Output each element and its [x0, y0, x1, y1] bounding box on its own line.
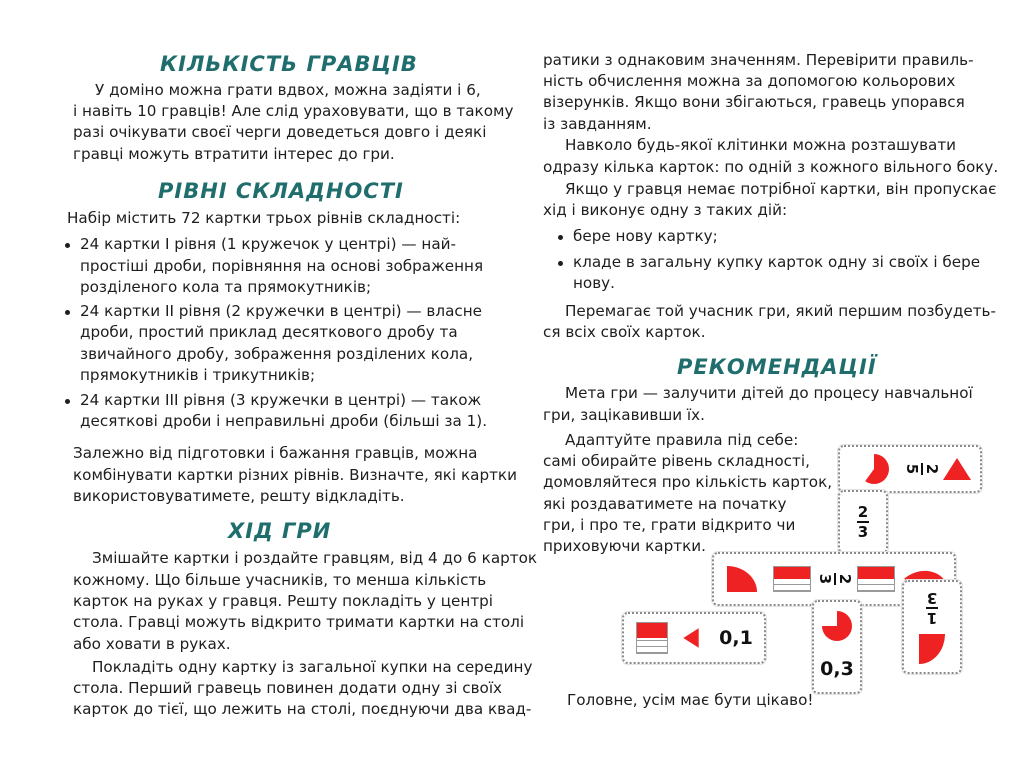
domino-card: [838, 445, 982, 493]
domino-card: [838, 490, 888, 554]
wedge-icon: [910, 630, 954, 668]
text-line: простіші дроби, порівняння на основі зображення: [80, 257, 484, 275]
domino-card: [902, 580, 962, 674]
text-line: Адаптуйте правила під себе:: [565, 431, 799, 449]
text-line: гравці можуть втратити інтерес до гри.: [73, 145, 395, 163]
fraction-label: 2 3: [816, 573, 854, 585]
domino-card: [622, 612, 766, 664]
text-line: Перемагає той учасник гри, який першим позбудеть-: [565, 302, 996, 320]
heading-gameplay: ХІД ГРИ: [228, 519, 332, 543]
wedge-icon: [722, 560, 762, 598]
set-contents-text: Набір містить 72 картки трьох рівнів складності:: [67, 209, 461, 227]
text-line: Покладіть одну картку із загальної купки на середину: [92, 658, 533, 676]
text-line: кожному. Що більше учасників, то менша кількість: [73, 571, 487, 589]
fraction-label: $\frac{2}{3}$: [857, 503, 869, 541]
text-line: ність обчислення можна за допомогою кольорових: [543, 72, 956, 90]
text-line: прямокутників і трикутників;: [80, 366, 316, 384]
text-line: Мета гри — залучити дітей до процесу навчальної: [565, 384, 973, 402]
pie-icon: [850, 451, 898, 487]
rectangle-grid-icon: [854, 560, 898, 598]
text-line: 24 картки I рівня (1 кружечок у центрі) — най-: [80, 234, 456, 256]
text-line: хід і виконує одну з таких дій:: [543, 201, 788, 219]
text-line: Навколо будь-якої клітинки можна розташувати: [565, 136, 957, 154]
domino-card: [812, 600, 862, 694]
triangle-icon: [674, 618, 708, 658]
text-line: стола. Гравці можуть відкрито тримати картки на столі: [73, 613, 525, 631]
triangle-icon: [940, 453, 974, 485]
text-line: 24 картки III рівня (3 кружечки в центрі) — також: [80, 390, 481, 412]
rectangle-grid-icon: [770, 560, 814, 598]
rectangle-grid-icon: [630, 618, 674, 658]
number-label: 0,3: [820, 658, 854, 680]
text-line: бере нову картку;: [573, 226, 718, 248]
closing-text: Головне, усім має бути цікаво!: [567, 691, 814, 709]
text-line: ратики з однаковим значенням. Перевірити правиль-: [543, 51, 974, 69]
text-line: із завданням.: [543, 115, 652, 133]
text-line: звичайного дробу, зображення розділених кола,: [80, 345, 474, 363]
text-line: карток до тієї, що лежить на столі, поєднуючи два квад-: [73, 700, 532, 718]
pie-icon: [818, 606, 856, 646]
text-line: 24 картки II рівня (2 кружечки в центрі) — власне: [80, 301, 482, 323]
text-line: кладе в загальну купку карток одну зі своїх і бере: [573, 252, 980, 274]
fraction-label: 2 5: [903, 463, 941, 475]
text-line: використовуватимете, решту відкладіть.: [73, 487, 405, 505]
text-line: стола. Перший гравець повинен додати одну зі своїх: [73, 679, 503, 697]
text-line: карток на руках у гравця. Решту покладіть у центрі: [73, 592, 494, 610]
text-line: домовляйтеся про кількість карток,: [543, 473, 833, 491]
text-line: десяткові дроби і неправильні дроби (більші за 1).: [80, 412, 488, 430]
text-line: які роздаватимете на початку: [543, 495, 787, 513]
number-label: 0,1: [719, 627, 753, 649]
heading-difficulty: РІВНІ СКЛАДНОСТІ: [158, 179, 404, 203]
text-line: Якщо у гравця немає потрібної картки, він пропускає: [565, 180, 997, 198]
text-line: одразу кілька карток: по одній з кожного вільного боку.: [543, 158, 999, 176]
heading-recommendations: РЕКОМЕНДАЦІЇ: [677, 355, 877, 379]
text-line: гри, і про те, грати відкрито чи: [543, 516, 796, 534]
text-line: розділеного кола та прямокутників;: [80, 278, 372, 296]
text-line: ся всіх своїх карток.: [543, 323, 706, 341]
text-line: самі обирайте рівень складності,: [543, 452, 810, 470]
text-line: комбінувати картки різних рівнів. Визначте, які картки: [73, 466, 517, 484]
fraction-label: 1 3: [926, 589, 938, 627]
text-line: і навіть 10 гравців! Але слід ураховувати, що в такому: [73, 102, 514, 120]
text-line: разі очікувати своєї черги доведеться довго і деякі: [73, 123, 487, 141]
text-line: У доміно можна грати вдвох, можна задіяти і 6,: [95, 81, 481, 99]
text-line: нову.: [573, 274, 615, 292]
text-line: дроби, простий приклад десяткового дробу та: [80, 323, 458, 341]
text-line: або ховати в руках.: [73, 635, 231, 653]
text-line: Залежно від підготовки і бажання гравців, можна: [73, 444, 478, 462]
text-line: приховуючи картки.: [543, 537, 706, 555]
text-line: візерунків. Якщо вони збігаються, гравець упорався: [543, 93, 965, 111]
text-line: Змішайте картки і роздайте гравцям, від 4 до 6 карток: [92, 549, 538, 567]
heading-players: КІЛЬКІСТЬ ГРАВЦІВ: [160, 52, 418, 76]
text-line: гри, зацікавивши їх.: [543, 406, 705, 424]
